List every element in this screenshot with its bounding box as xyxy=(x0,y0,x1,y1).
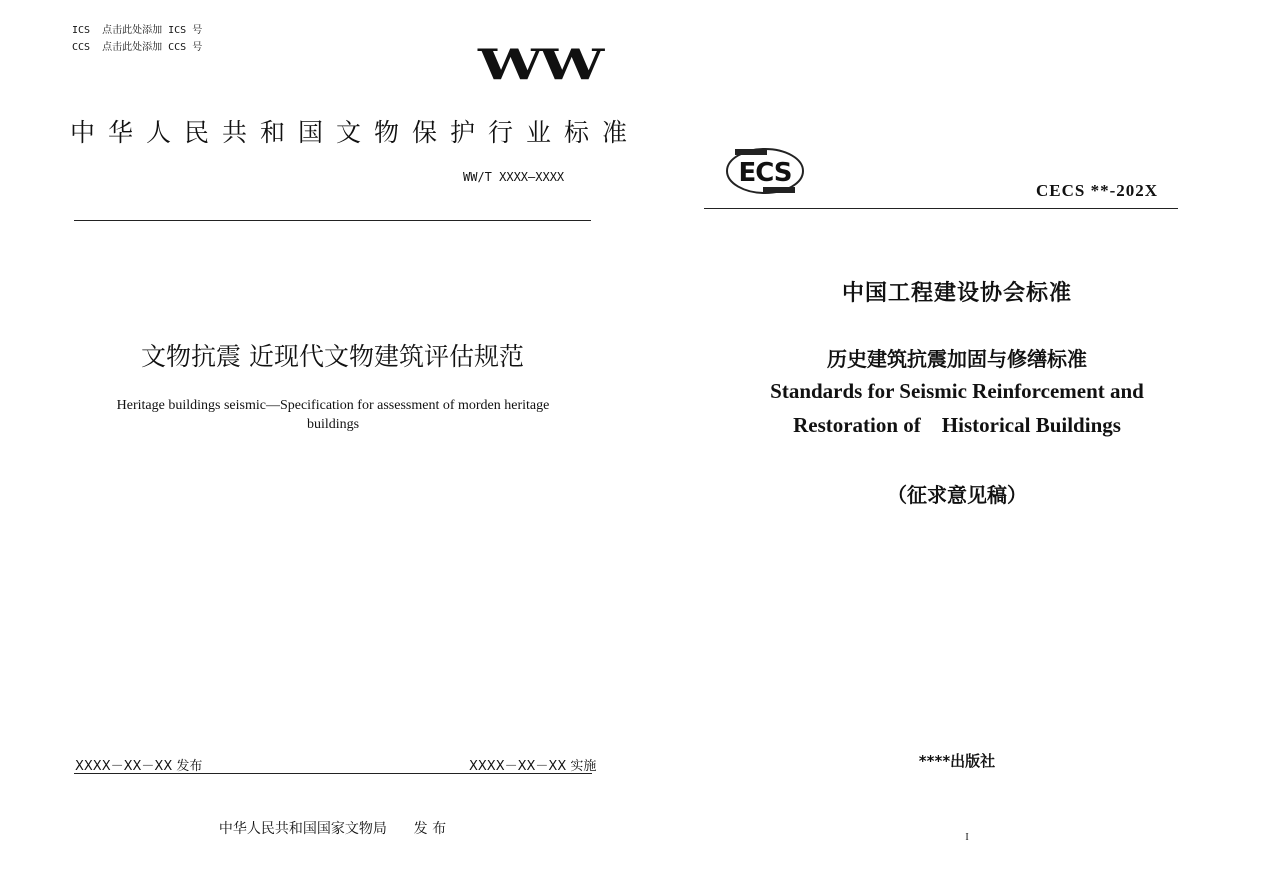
footer-divider xyxy=(74,773,592,774)
ecs-logo xyxy=(725,145,805,201)
draft-label: （征求意见稿） xyxy=(887,483,1027,507)
ics-number-line[interactable]: ICS 点击此处添加 ICS 号 xyxy=(72,25,203,36)
right-title-en-line1: Standards for Seismic Reinforcement and xyxy=(770,379,1144,403)
standard-category-title: 中华人民共和国文物保护行业标准 xyxy=(70,118,641,147)
right-title-en-line2: Restoration of Historical Buildings xyxy=(793,413,1121,437)
implement-date: XXXX－XX－XX 实施 xyxy=(469,759,597,774)
right-header-divider xyxy=(704,208,1178,209)
ccs-number-line[interactable]: CCS 点击此处添加 CCS 号 xyxy=(72,42,203,53)
publish-date: XXXX－XX－XX 发布 xyxy=(75,759,203,774)
header-divider xyxy=(74,220,591,221)
association-title: 中国工程建设协会标准 xyxy=(841,281,1072,306)
cecs-standard-code: CECS **-202X xyxy=(1036,181,1159,200)
ecs-logo-graphic xyxy=(725,145,805,197)
ecs-logo-text: ECS xyxy=(738,158,792,188)
issuing-authority: 中华人民共和国国家文物局 发 布 xyxy=(218,821,447,837)
standard-code: WW/T XXXX—XXXX xyxy=(463,170,565,184)
right-title-cn: 历史建筑抗震加固与修缮标准 xyxy=(827,347,1087,371)
press-name: ****出版社 xyxy=(918,752,996,770)
page-number: I xyxy=(965,832,969,843)
document-title-cn: 文物抗震 近现代文物建筑评估规范 xyxy=(141,342,524,371)
document-title-en: Heritage buildings seismic—Specification for assessment of morden heritage buildings xyxy=(116,398,550,432)
ww-logo: WW xyxy=(478,40,601,90)
